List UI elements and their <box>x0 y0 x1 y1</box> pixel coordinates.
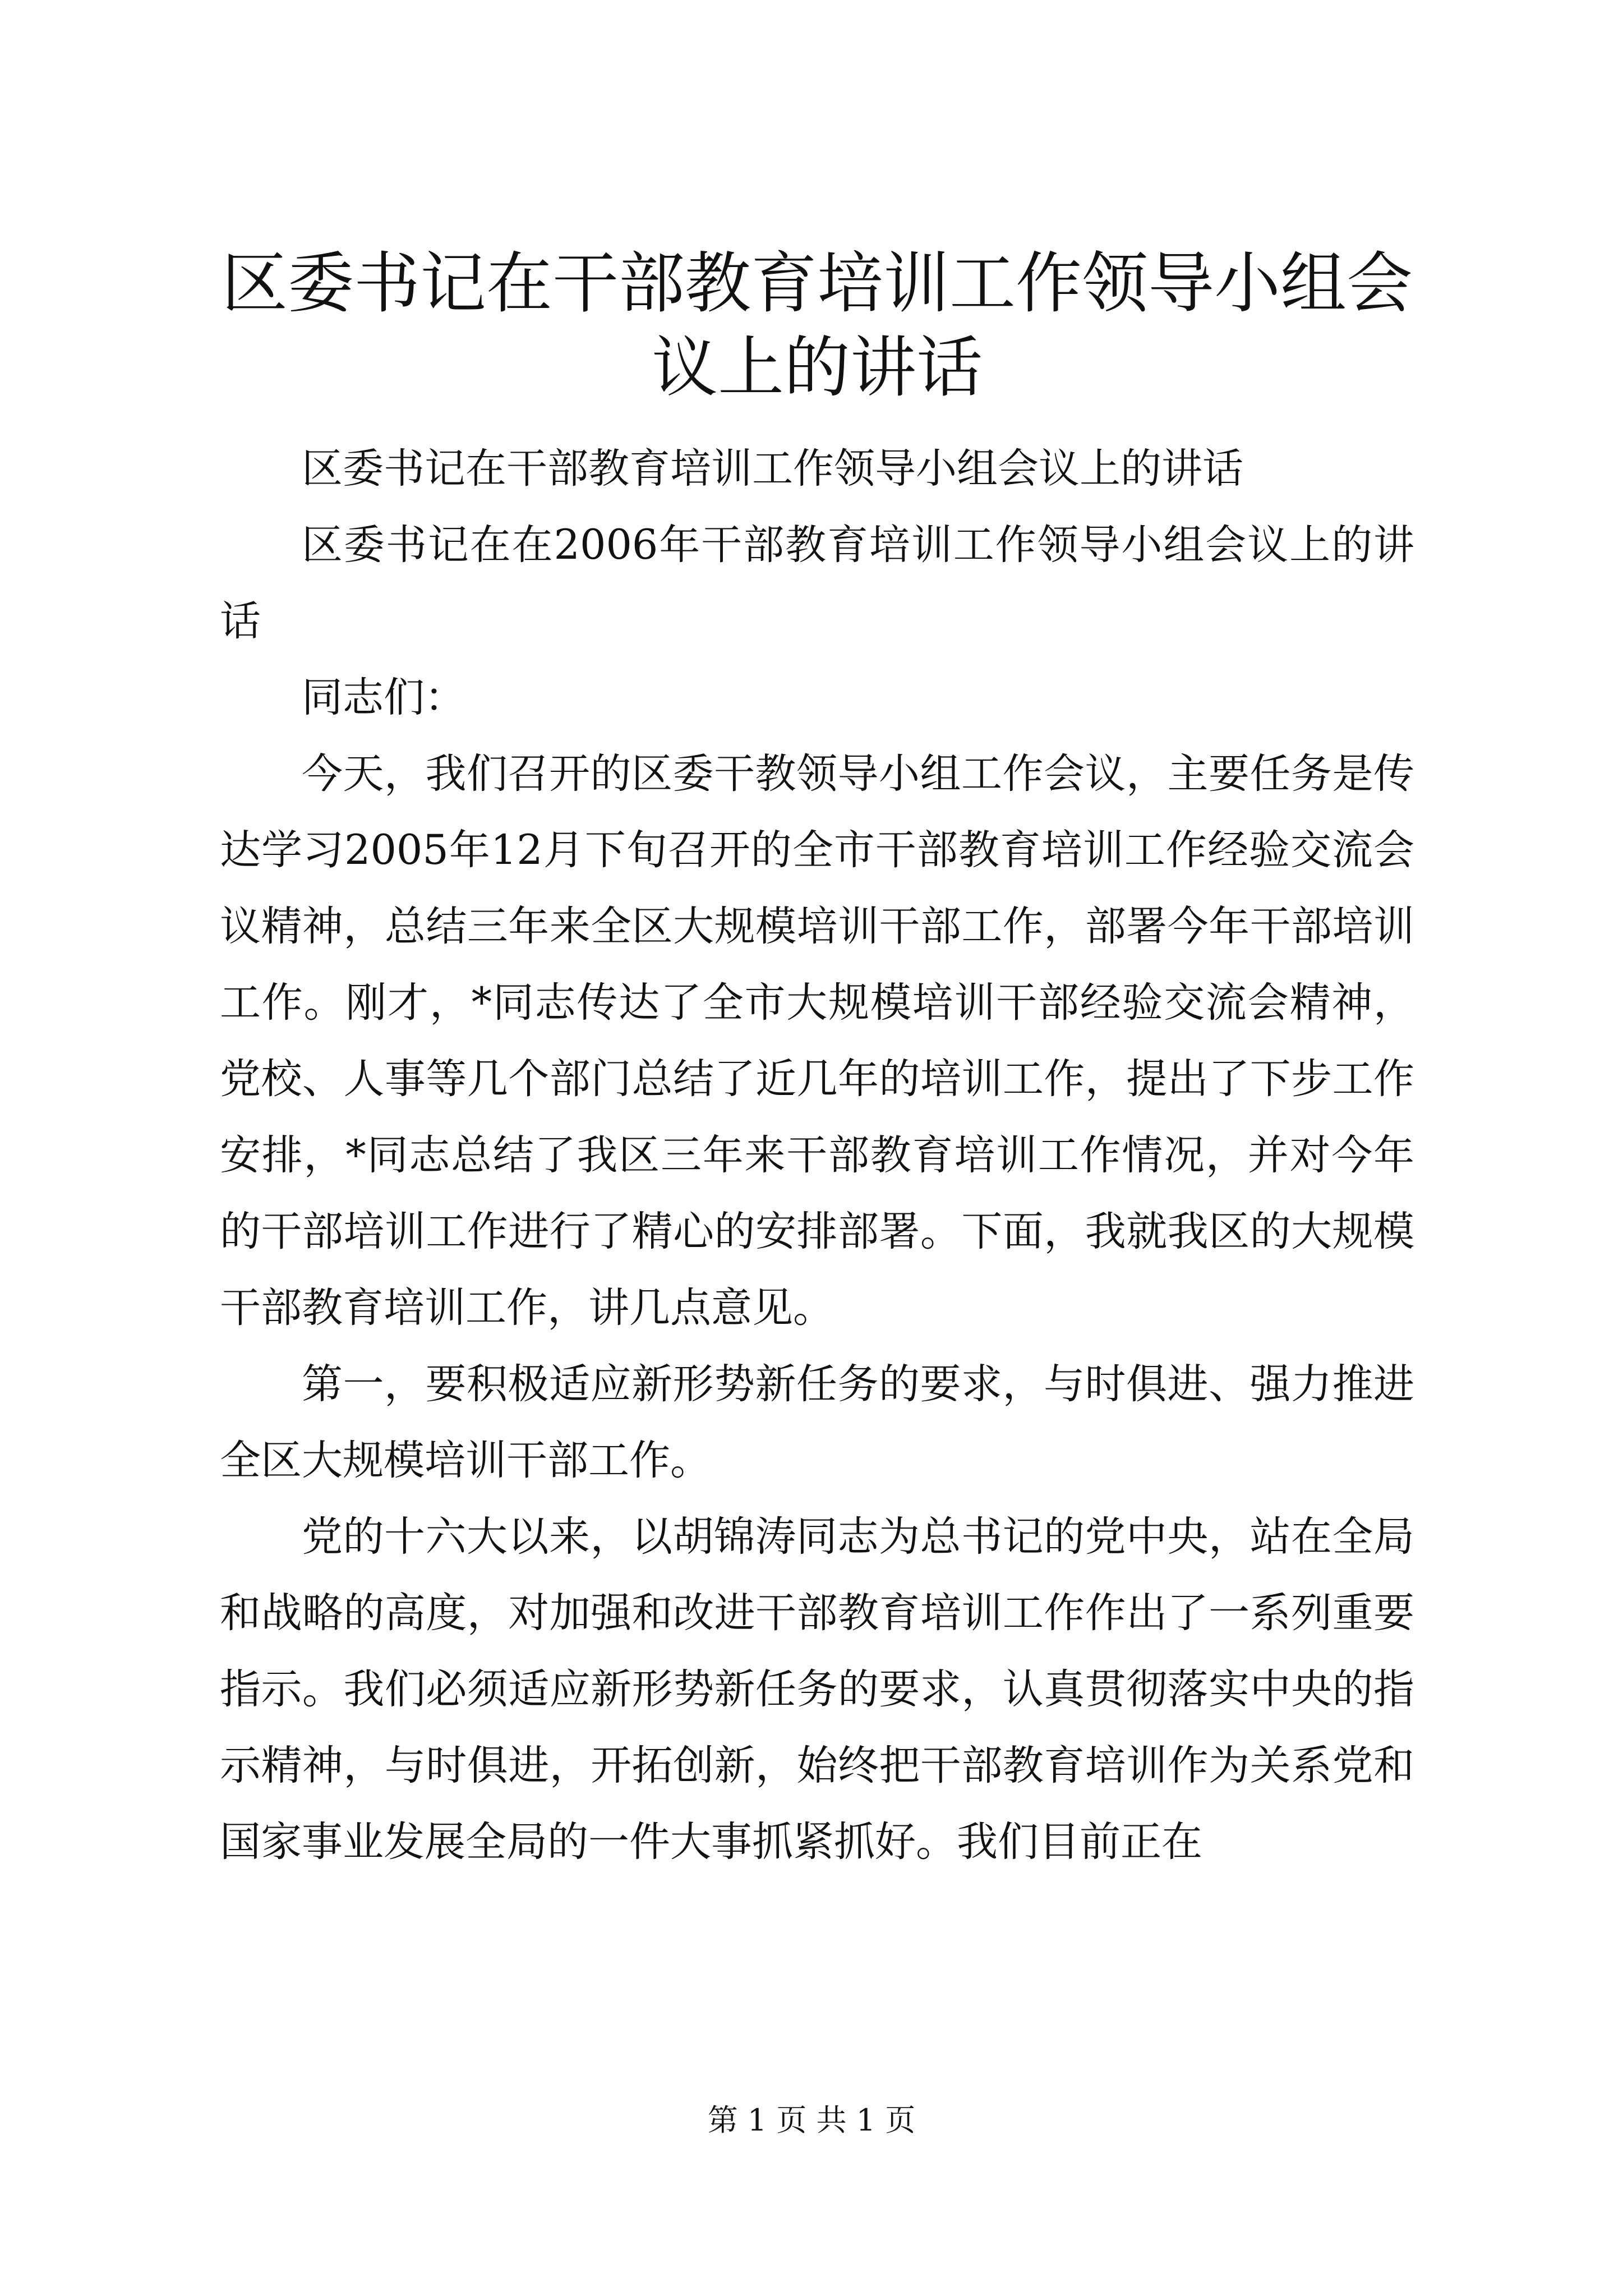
paragraph-body-continued: 党的十六大以来，以胡锦涛同志为总书记的党中央，站在全局和战略的高度，对加强和改进干部教育培训工作作出了一系列重要指示。我们必须适应新形势新任务的要求，认真贯彻落实中央的指示精神，与时俱进，开拓创新，始终把干部教育培训作为关系党和国家事业发展全局的一件大事抓紧抓好。我们目前正在 <box>220 1513 1414 1866</box>
paragraph-greeting: 同志们： <box>302 674 465 721</box>
document-title: 区委书记在干部教育培训工作领导小组会议上的讲话 <box>221 245 1413 406</box>
document-content <box>220 241 1414 1880</box>
paragraph-repeated-title: 区委书记在干部教育培训工作领导小组会议上的讲话 <box>302 445 1243 493</box>
page-footer: 第 1 页 共 1 页 <box>707 2102 916 2138</box>
paragraph-subtitle: 区委书记在在2006年干部教育培训工作领导小组会议上的讲话 <box>220 521 1414 645</box>
paragraph-section-first: 第一，要积极适应新形势新任务的要求，与时俱进、强力推进全区大规模培训干部工作。 <box>220 1360 1414 1484</box>
paragraph-opening: 今天，我们召开的区委干教领导小组工作会议，主要任务是传达学习2005年12月下旬召开的全市干部教育培训工作经验交流会议精神，总结三年来全区大规模培训干部工作，部署今年干部培训工作。刚才，*同志传达了全市大规模培训干部经验交流会精神，党校、人事等几个部门总结了近几年的培训工作，提出了下步工作安排，*同志总结了我区三年来干部教育培训工作情况，并对今年的干部培训工作进行了精心的安排部署。下面，我就我区的大规模干部教育培训工作，讲几点意见。 <box>220 750 1414 1332</box>
document-body <box>220 431 1414 1880</box>
